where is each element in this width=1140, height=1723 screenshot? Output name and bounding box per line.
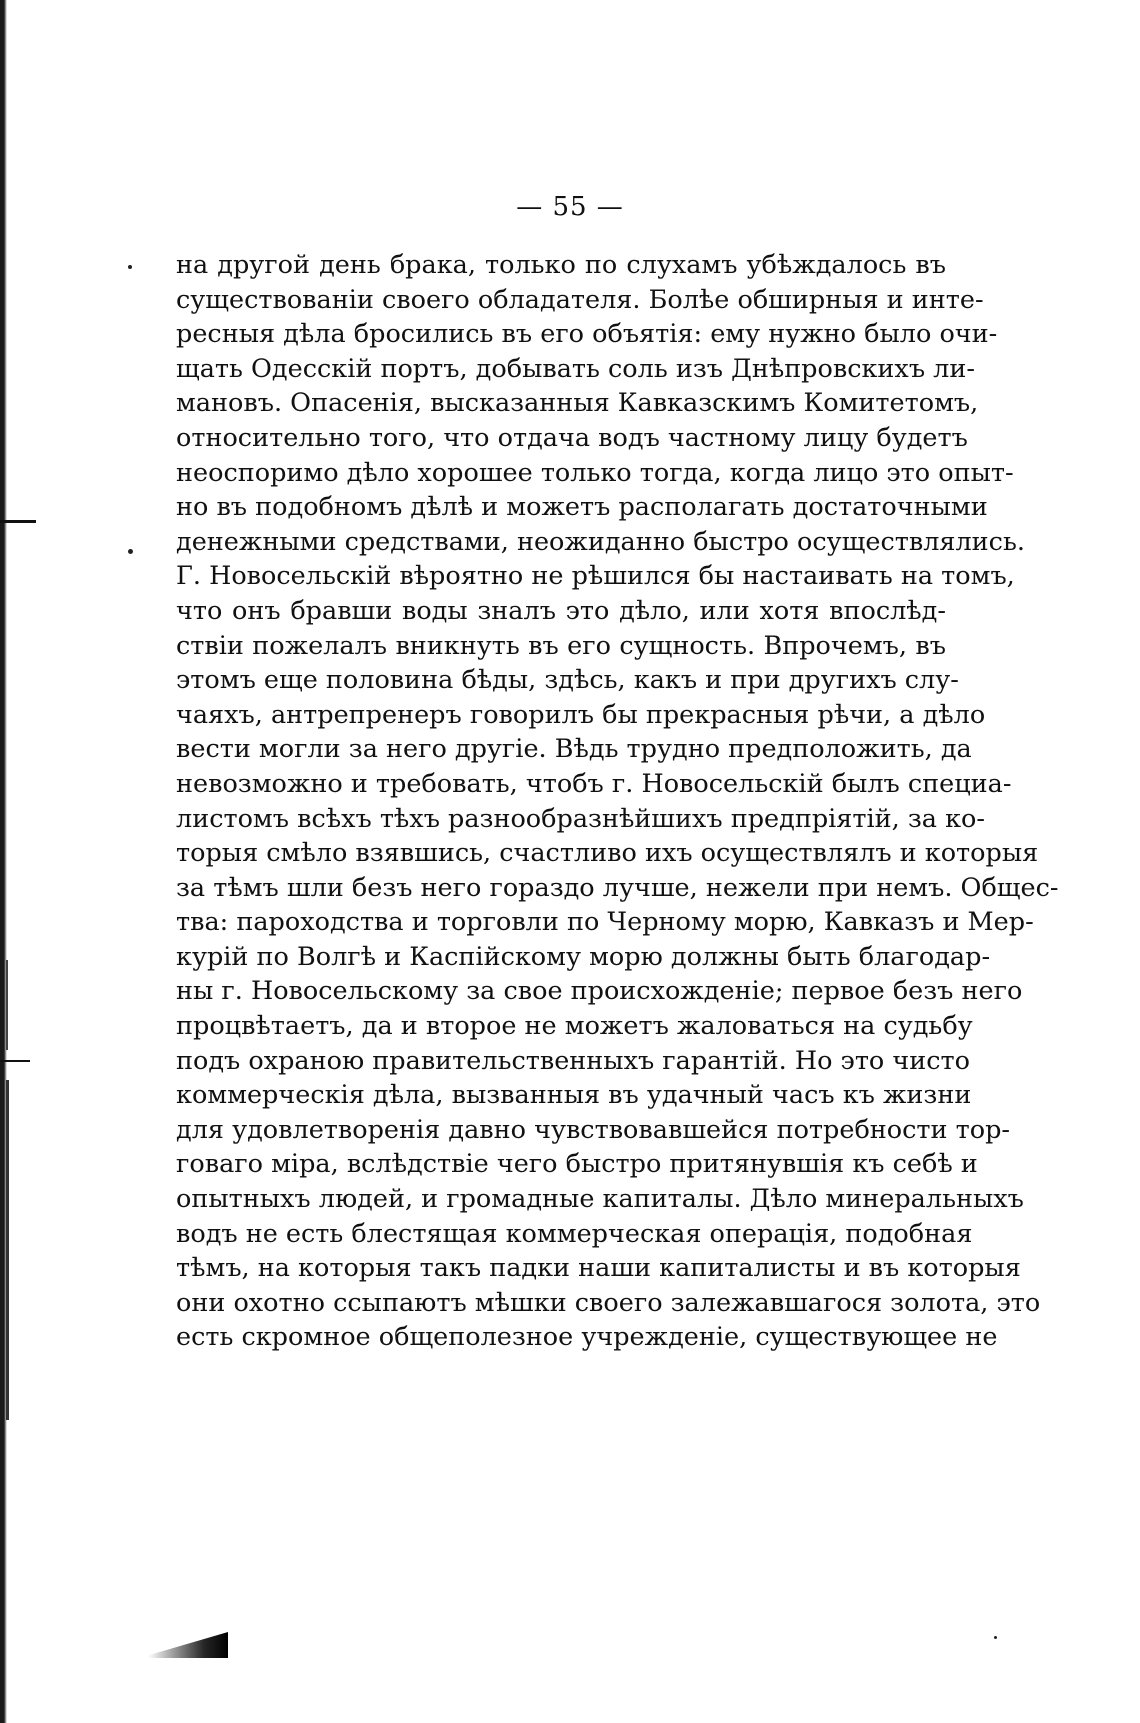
text-line: на другой день брака, только по слухамъ убѣждалось въ bbox=[176, 250, 946, 280]
text-line: ствіи пожелалъ вникнуть въ его сущность. Впрочемъ, въ bbox=[176, 630, 946, 661]
body-text bbox=[176, 248, 1059, 1355]
text-line: существованіи своего обладателя. Болѣе обширныя и инте- bbox=[176, 284, 984, 315]
text-line: щать Одесскій портъ, добывать соль изъ Днѣпровскихъ ли- bbox=[176, 353, 975, 384]
binding-edge bbox=[0, 0, 7, 1723]
margin-dot bbox=[128, 265, 132, 269]
margin-mark bbox=[0, 520, 36, 523]
margin-mark bbox=[0, 1060, 30, 1062]
text-line: торыя смѣло взявшись, счастливо ихъ осуществлялъ и которыя bbox=[176, 838, 1039, 869]
text-line: ресныя дѣла бросились въ его объятія: ему нужно было очи- bbox=[176, 319, 998, 350]
text-line: тва: пароходства и торговли по Черному морю, Кавказъ и Мер- bbox=[176, 907, 1034, 938]
text-line: невозможно и требовать, чтобъ г. Новосельскій былъ специа- bbox=[176, 768, 1012, 799]
margin-dot bbox=[994, 1636, 997, 1639]
text-line: что онъ бравши воды зналъ это дѣло, или хотя впослѣд- bbox=[176, 595, 946, 626]
text-line: курій по Волгѣ и Каспійскому морю должны быть благодар- bbox=[176, 941, 991, 972]
text-line: вести могли за него другіе. Вѣдь трудно предположить, да bbox=[176, 734, 972, 765]
text-line: за тѣмъ шли безъ него гораздо лучше, нежели при немъ. Общес- bbox=[176, 872, 1059, 903]
text-line: говаго міра, вслѣдствіе чего быстро притянувшія къ себѣ и bbox=[176, 1149, 978, 1180]
text-line: они охотно ссыпаютъ мѣшки своего залежавшагося золота, это bbox=[176, 1287, 1041, 1318]
ink-smudge bbox=[148, 1632, 228, 1658]
text-line: тѣмъ, на которыя такъ падки наши капиталисты и въ которыя bbox=[176, 1253, 1021, 1284]
text-line: процвѣтаетъ, да и второе не можетъ жаловаться на судьбу bbox=[176, 1011, 973, 1042]
text-line: для удовлетворенія давно чувствовавшейся потребности тор- bbox=[176, 1114, 1011, 1145]
text-line: ны г. Новосельскому за свое происхожденіе; первое безъ него bbox=[176, 976, 1023, 1007]
margin-mark bbox=[6, 1080, 9, 1420]
page-number: — 55 — bbox=[516, 192, 624, 222]
text-line: Г. Новосельскій вѣроятно не рѣшился бы настаивать на томъ, bbox=[176, 561, 1015, 592]
text-line: опытныхъ людей, и громадные капиталы. Дѣло минеральныхъ bbox=[176, 1184, 1024, 1215]
margin-dot bbox=[128, 549, 133, 554]
text-line: есть скромное общеполезное учрежденіе, существующее не bbox=[176, 1322, 998, 1353]
margin-mark bbox=[6, 960, 8, 1050]
text-line: неоспоримо дѣло хорошее только тогда, когда лицо это опыт- bbox=[176, 457, 1014, 488]
text-line: мановъ. Опасенія, высказанныя Кавказскимъ Комитетомъ, bbox=[176, 388, 979, 419]
text-line: коммерческія дѣла, вызванныя въ удачный часъ къ жизни bbox=[176, 1080, 972, 1111]
text-line: относительно того, что отдача водъ частному лицу будетъ bbox=[176, 422, 968, 453]
text-line: денежными средствами, неожиданно быстро осуществлялись. bbox=[176, 526, 1025, 557]
text-line: но въ подобномъ дѣлѣ и можетъ располагать достаточными bbox=[176, 492, 988, 523]
text-line: этомъ еще половина бѣды, здѣсь, какъ и при другихъ слу- bbox=[176, 665, 959, 696]
text-line: подъ охраною правительственныхъ гарантій. Но это чисто bbox=[176, 1045, 970, 1076]
text-line: водъ не есть блестящая коммерческая операція, подобная bbox=[176, 1218, 973, 1249]
text-line: чаяхъ, антрепренеръ говорилъ бы прекрасныя рѣчи, а дѣло bbox=[176, 699, 986, 730]
text-line: листомъ всѣхъ тѣхъ разнообразнѣйшихъ предпріятій, за ко- bbox=[176, 803, 985, 834]
